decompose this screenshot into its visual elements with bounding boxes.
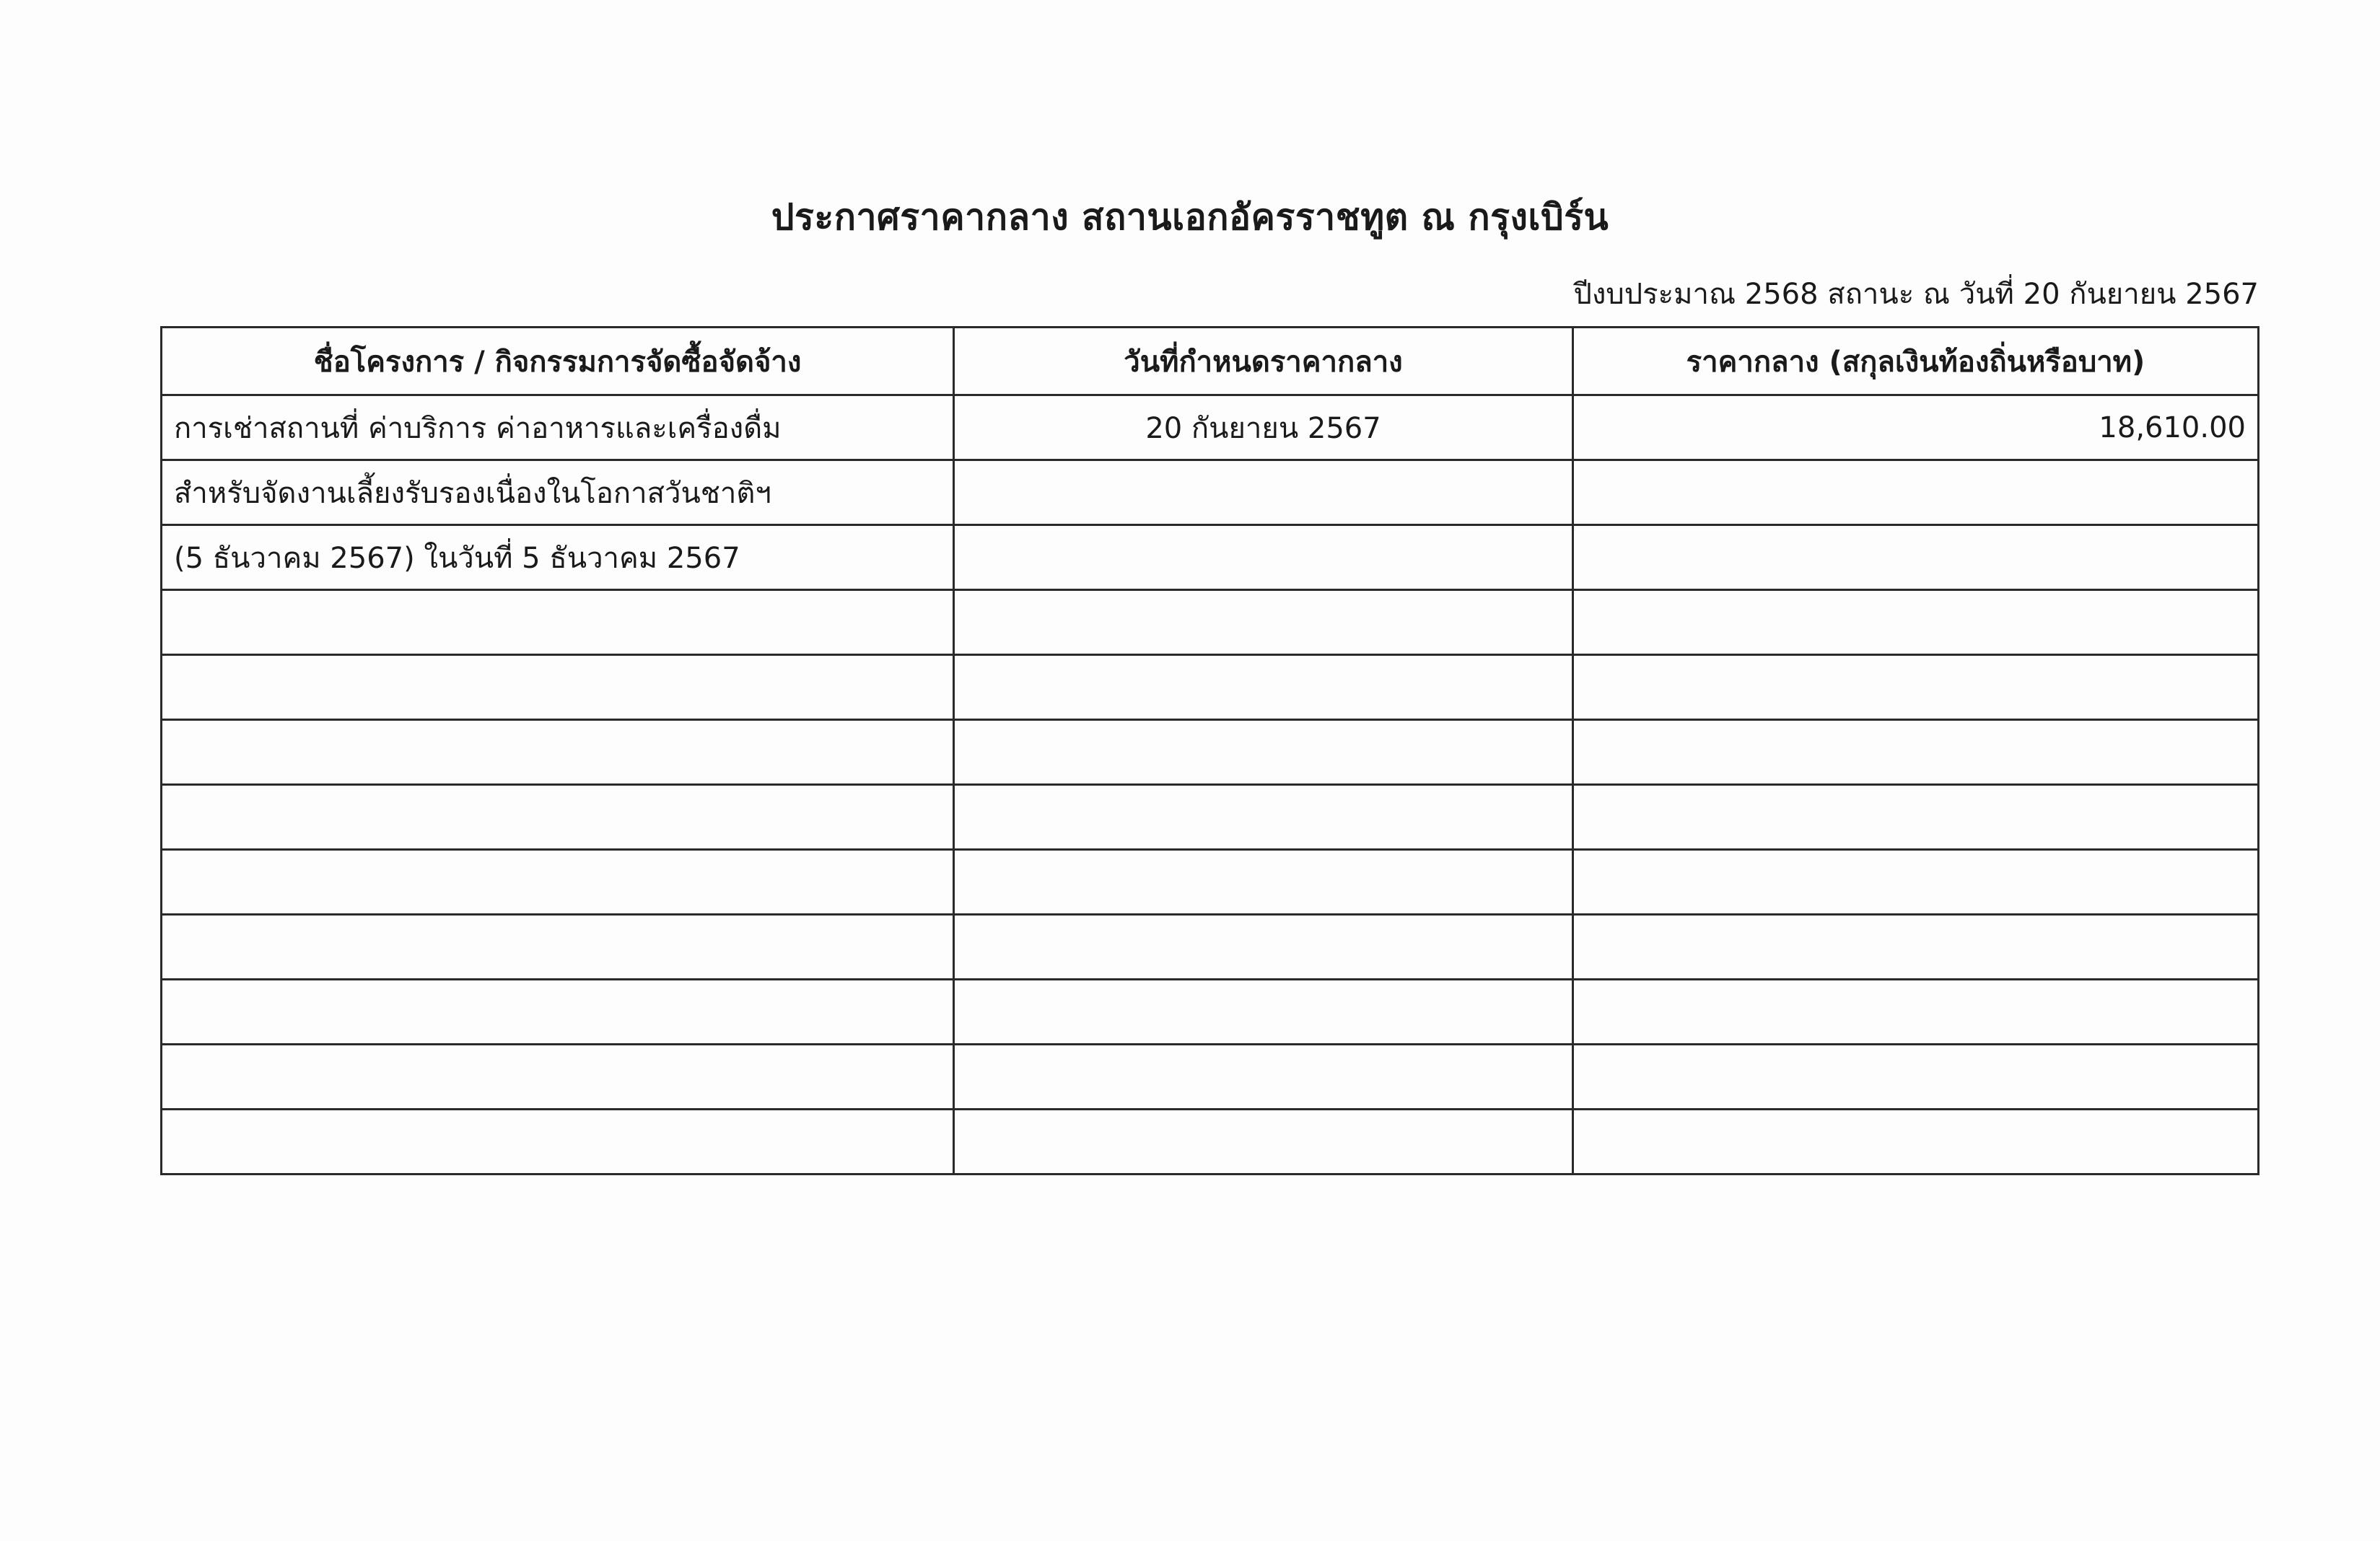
table-row [162, 980, 2259, 1045]
cell-project-name [162, 655, 954, 720]
cell-price-date [954, 785, 1573, 850]
cell-reference-price [1573, 460, 2259, 525]
table-body [162, 395, 2259, 1175]
cell-price-date [954, 525, 1573, 590]
cell-price-date [954, 1045, 1573, 1110]
cell-price-date [954, 980, 1573, 1045]
header-project-name: ชื่อโครงการ / กิจกรรมการจัดซื้อจัดจ้าง [162, 328, 954, 395]
cell-reference-price [1573, 590, 2259, 655]
document-subtitle: ปีงบประมาณ 2568 สถานะ ณ วันที่ 20 กันยายน 2567 [1573, 278, 2259, 311]
table-row [162, 1045, 2259, 1110]
cell-reference-price [1573, 850, 2259, 915]
cell-reference-price [1573, 720, 2259, 785]
cell-price-date [954, 590, 1573, 655]
table-row [162, 525, 2259, 590]
cell-reference-price: 18,610.00 [1573, 395, 2259, 460]
table-row [162, 655, 2259, 720]
cell-project-name [162, 915, 954, 980]
cell-project-name: สำหรับจัดงานเลี้ยงรับรองเนื่องในโอกาสวันชาติฯ [162, 460, 954, 525]
header-price-date: วันที่กำหนดราคากลาง [954, 328, 1573, 395]
cell-project-name: (5 ธันวาคม 2567) ในวันที่ 5 ธันวาคม 2567 [162, 525, 954, 590]
cell-price-date: 20 กันยายน 2567 [954, 395, 1573, 460]
cell-project-name [162, 590, 954, 655]
cell-reference-price [1573, 1110, 2259, 1175]
header-reference-price: ราคากลาง (สกุลเงินท้องถิ่นหรือบาท) [1573, 328, 2259, 395]
table-header-row [162, 328, 2259, 395]
cell-reference-price [1573, 655, 2259, 720]
cell-project-name [162, 1045, 954, 1110]
cell-project-name [162, 785, 954, 850]
cell-project-name [162, 720, 954, 785]
cell-project-name [162, 850, 954, 915]
cell-price-date [954, 655, 1573, 720]
cell-reference-price [1573, 785, 2259, 850]
cell-reference-price [1573, 980, 2259, 1045]
table-row [162, 395, 2259, 460]
cell-project-name: การเช่าสถานที่ ค่าบริการ ค่าอาหารและเครื่องดื่ม [162, 395, 954, 460]
document-title: ประกาศราคากลาง สถานเอกอัครราชทูต ณ กรุงเบิร์น [771, 196, 1609, 238]
reference-price-table [160, 326, 2259, 1175]
cell-reference-price [1573, 915, 2259, 980]
cell-project-name [162, 980, 954, 1045]
table-row [162, 785, 2259, 850]
cell-price-date [954, 1110, 1573, 1175]
table-row [162, 850, 2259, 915]
cell-project-name [162, 1110, 954, 1175]
table-row [162, 1110, 2259, 1175]
table-row [162, 720, 2259, 785]
table-row [162, 590, 2259, 655]
table-row [162, 915, 2259, 980]
table-row [162, 460, 2259, 525]
cell-price-date [954, 915, 1573, 980]
cell-price-date [954, 460, 1573, 525]
cell-reference-price [1573, 525, 2259, 590]
cell-price-date [954, 720, 1573, 785]
cell-reference-price [1573, 1045, 2259, 1110]
cell-price-date [954, 850, 1573, 915]
